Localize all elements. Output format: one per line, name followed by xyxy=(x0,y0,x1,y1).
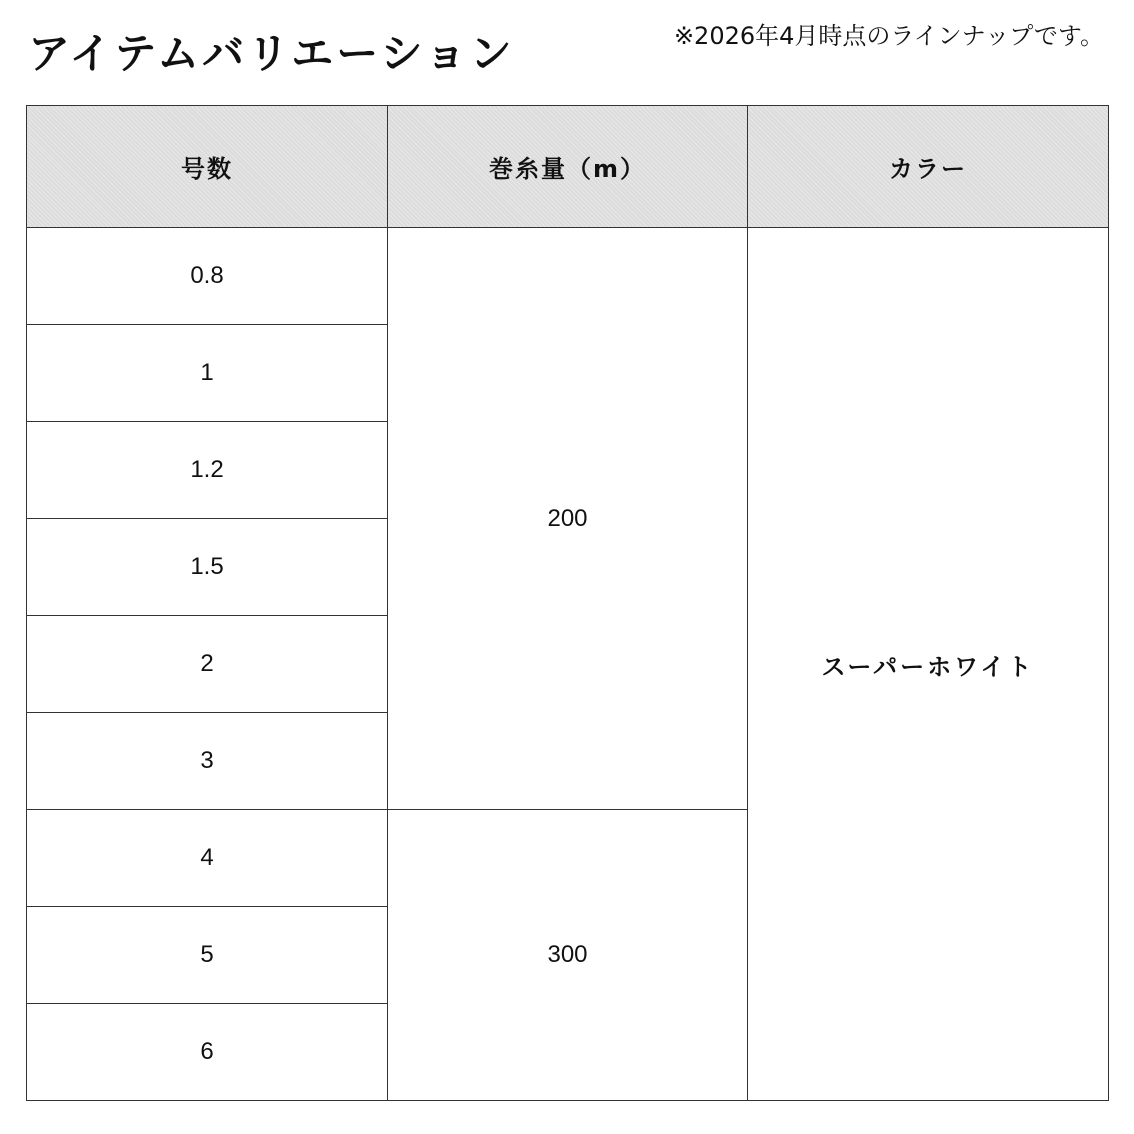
length-cell: 300 xyxy=(388,810,748,1101)
table-row xyxy=(27,228,1109,325)
header-length: 巻糸量（m） xyxy=(388,106,748,228)
size-cell: 4 xyxy=(27,810,388,907)
size-cell: 0.8 xyxy=(27,228,388,325)
size-cell: 6 xyxy=(27,1004,388,1101)
item-variation-table xyxy=(26,105,1109,1101)
size-cell: 3 xyxy=(27,713,388,810)
size-cell: 1.2 xyxy=(27,422,388,519)
header-color: カラー xyxy=(748,106,1109,228)
table-header-row xyxy=(27,106,1109,228)
size-cell: 1.5 xyxy=(27,519,388,616)
header-size: 号数 xyxy=(27,106,388,228)
size-cell: 2 xyxy=(27,616,388,713)
page-title: アイテムバリエーション xyxy=(28,29,515,78)
size-cell: 1 xyxy=(27,325,388,422)
size-cell: 5 xyxy=(27,907,388,1004)
color-cell: スーパーホワイト xyxy=(748,228,1109,1101)
lineup-date-note: ※2026年4月時点のラインナップです。 xyxy=(673,22,1104,50)
length-cell: 200 xyxy=(388,228,748,810)
